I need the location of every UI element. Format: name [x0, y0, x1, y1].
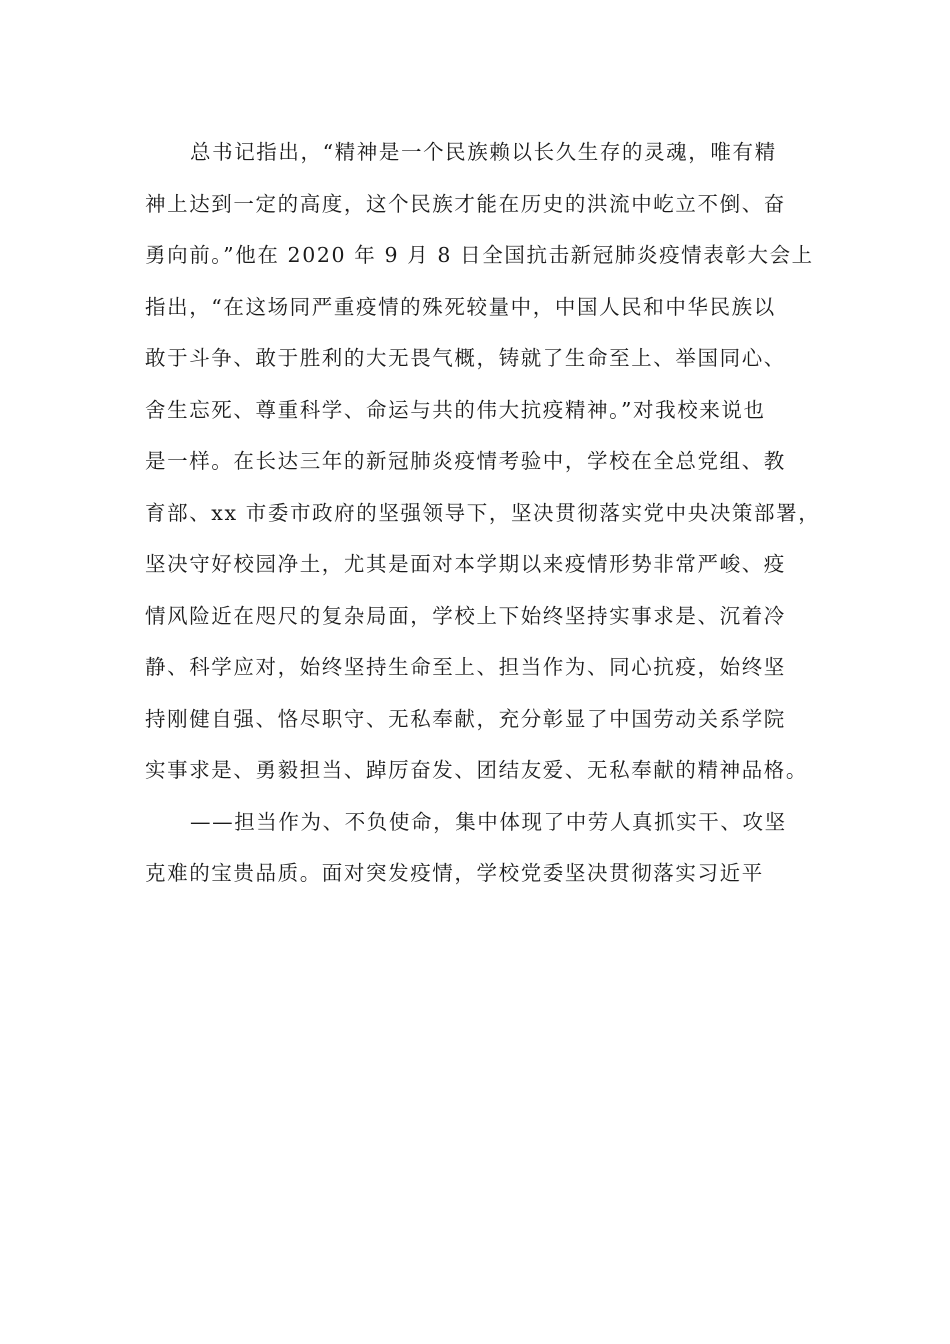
paragraph-1-line-6: 舍生忘死、尊重科学、命运与共的伟大抗疫精神。”对我校来说也	[145, 397, 766, 422]
paragraph-1-line-2: 神上达到一定的高度，这个民族才能在历史的洪流中屹立不倒、奋	[145, 191, 786, 216]
paragraph-1-line-9: 坚决守好校园净土，尤其是面对本学期以来疫情形势非常严峻、疫	[145, 552, 786, 576]
paragraph-1-line-8: 育部、xx 市委市政府的坚强领导下，坚决贯彻落实党中央决策部署，	[145, 500, 821, 525]
paragraph-2-line-1: ——担当作为、不负使命，集中体现了中劳人真抓实干、攻坚	[190, 809, 787, 834]
paragraph-1-line-3: 勇向前。”他在 2020 年 9 月 8 日全国抗击新冠肺炎疫情表彰大会上	[145, 243, 814, 267]
paragraph-1-line-7: 是一样。在长达三年的新冠肺炎疫情考验中，学校在全总党组、教	[145, 449, 786, 473]
paragraph-1-line-5: 敢于斗争、敢于胜利的大无畏气概，铸就了生命至上、举国同心、	[145, 346, 786, 370]
paragraph-1-line-4: 指出，“在这场同严重疫情的殊死较量中，中国人民和中华民族以	[145, 294, 776, 319]
paragraph-1-line-10: 情风险近在咫尺的复杂局面，学校上下始终坚持实事求是、沉着冷	[145, 603, 786, 628]
body-text	[145, 127, 821, 900]
paragraph-2-line-2: 克难的宝贵品质。面对突发疫情，学校党委坚决贯彻落实习近平	[145, 861, 764, 885]
paragraph-1-line-13: 实事求是、勇毅担当、踔厉奋发、团结友爱、无私奉献的精神品格。	[145, 758, 808, 782]
paragraph-1-line-12: 持刚健自强、恪尽职守、无私奉献，充分彰显了中国劳动关系学院	[145, 706, 786, 731]
paragraph-1-line-11: 静、科学应对，始终坚持生命至上、担当作为、同心抗疫，始终坚	[145, 655, 786, 679]
paragraph-1-line-1: 总书记指出，“精神是一个民族赖以长久生存的灵魂，唯有精	[190, 140, 777, 164]
